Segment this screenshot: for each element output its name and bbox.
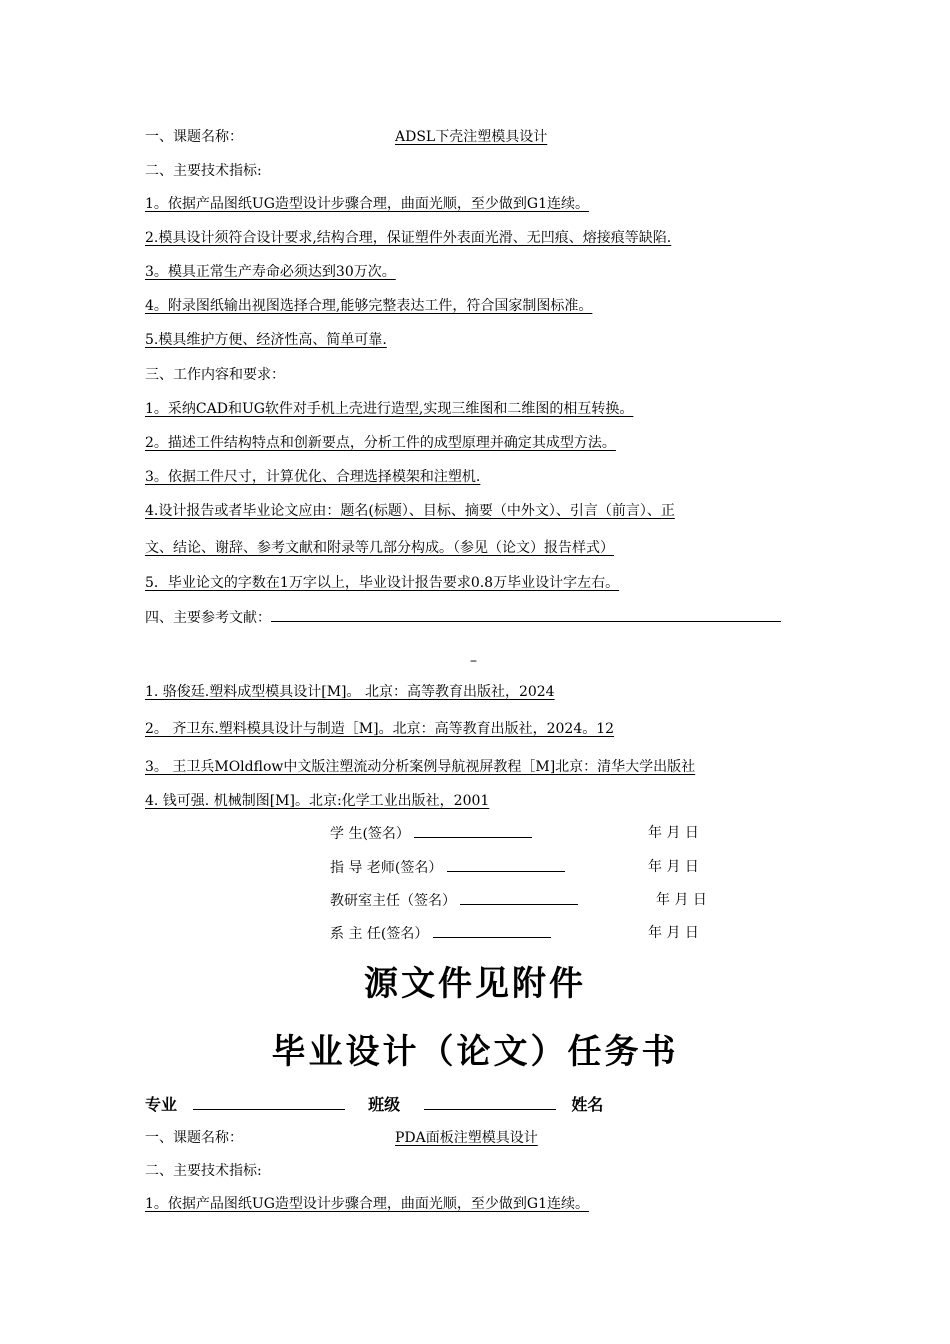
tech-item-5: 5.模具维护方便、经济性高、简单可靠. (145, 332, 387, 348)
signature-date: 年 月 日 (648, 925, 699, 941)
signature-dept-head: 教研室主任（签名） 年 月 日 (330, 892, 707, 909)
tech-heading: 二、主要技术指标: (145, 163, 262, 179)
signature-blank (433, 923, 551, 938)
signature-date: 年 月 日 (656, 892, 707, 908)
ref-item-4: 4. 钱可强. 机械制图[M]。北京:化学工业出版社，2001 (145, 793, 490, 809)
work-item-4: 4.设计报告或者毕业论文应由：题名(标题）、目标、摘要（中外文）、引言（前言）、正 (145, 503, 675, 519)
signature-student: 学 生(签名） 年 月 日 (330, 825, 699, 842)
class-label: 班级 (368, 1095, 401, 1114)
document-title: 毕业设计（论文）任务书 (271, 1032, 679, 1072)
work-item-4-cont: 文、结论、谢辞、参考文献和附录等几部分构成。（参见（论文）报告样式） (145, 540, 614, 556)
signature-blank (447, 857, 565, 872)
tech-item-4: 4。附录图纸输出视图选择合理,能够完整表达工件，符合国家制图标准。 (145, 298, 593, 314)
work-item-1: 1。采纳CAD和UG软件对手机上壳进行造型,实现三维图和二维图的相互转换。 (145, 401, 634, 417)
topic-value: ADSL下壳注塑模具设计 (395, 129, 548, 145)
ref-item-2: 2。 齐卫东.塑料模具设计与制造［M]。北京：高等教育出版社，2024。12 (145, 721, 615, 737)
work-item-2: 2。描述工件结构特点和创新要点，分析工件的成型原理并确定其成型方法。 (145, 435, 616, 451)
signature-advisor: 指 导 老师(签名） 年 月 日 (330, 859, 699, 876)
signature-date: 年 月 日 (648, 825, 699, 841)
topic-row (145, 127, 547, 147)
major-blank (193, 1095, 345, 1110)
topic-label: 一、课题名称： (145, 129, 243, 145)
topic-label: 一、课题名称： (145, 1130, 243, 1146)
name-label: 姓名 (571, 1095, 604, 1114)
tech-heading-2: 二、主要技术指标: (145, 1163, 262, 1179)
signature-blank (414, 823, 532, 838)
ref-item-3: 3。 王卫兵MOldflow中文版注塑流动分析案例导航视屏教程［M]北京：清华大学出版社 (145, 759, 696, 775)
major-label: 专业 (145, 1095, 178, 1114)
tech-item-3: 3。模具正常生产寿命必须达到30万次。 (145, 264, 396, 280)
topic-row-2 (145, 1128, 538, 1148)
ref-item-1: 1. 骆俊廷.塑料成型模具设计[M]。 北京：高等教育出版社，2024 (145, 684, 555, 700)
work-heading: 三、工作内容和要求： (145, 367, 285, 383)
refs-heading-line (271, 607, 781, 622)
refs-heading-row (145, 607, 781, 628)
work-item-3: 3。依据工件尺寸，计算优化、合理选择模架和注塑机. (145, 469, 481, 485)
signature-director: 系 主 任(签名） 年 月 日 (330, 925, 699, 942)
class-blank (424, 1095, 556, 1110)
signature-date: 年 月 日 (648, 859, 699, 875)
topic-value: PDA面板注塑模具设计 (395, 1130, 538, 1146)
signature-blank (460, 890, 578, 905)
tech-item-1: 1。依据产品图纸UG造型设计步骤合理，曲面光顺，至少做到G1连续。 (145, 196, 589, 212)
tech-item-2: 2.模具设计须符合设计要求,结构合理，保证塑件外表面光滑、无凹痕、熔接痕等缺陷. (145, 230, 672, 246)
tech-item-2-1: 1。依据产品图纸UG造型设计步骤合理，曲面光顺，至少做到G1连续。 (145, 1196, 589, 1212)
work-item-5: 5．毕业论文的字数在1万字以上，毕业设计报告要求0.8万毕业设计字左右。 (145, 575, 620, 591)
source-note: 源文件见附件 (364, 964, 586, 1004)
header-fields (145, 1092, 603, 1115)
refs-dash: – (470, 653, 477, 669)
refs-heading: 四、主要参考文献： (145, 610, 271, 626)
